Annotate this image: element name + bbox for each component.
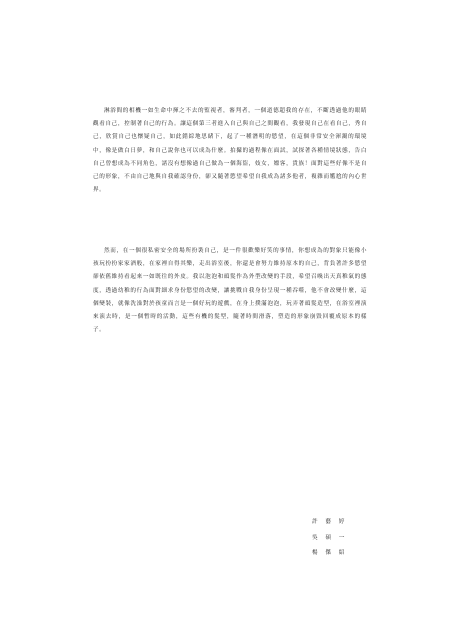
author-signatures [312, 515, 372, 562]
author-name-3: 楊 傑 紹 [312, 550, 348, 557]
author-name-1: 許 藝 婷 [312, 519, 348, 525]
paragraph-1: 淋浴間的相機一如生命中揮之不去的監視者，審判者，一個道德超我的存在，不斷透過他的眼睛觀看自己，控制著自己的行為。讓這個第三者進入自己與自己之間觀看，我發現自己在看自己，秀自己，欣賞自己也懷疑自己，如此錯綜地思緒下，起了一種潛明的慾望，在這個非常安全渾濁的環境中，像是做白日夢，和自己說你也可以成為什麼。拍攝的過程像在面試，試探著各種情境狀態，告白自己曾想成為不同角色，諸沒有想像過自己做為一個海盜，妓女，嫖客，貴族！面對這些好像不是自己的形象，不由自己地與自我確認身份，卻又隨著慾望希望自我成為諸多他者，複雜而尷尬的內心世界。 [93, 108, 367, 194]
paragraph-2: 然而，在一個很私密安全的場所扮裝自己，是一件很歡樂好笑的事情，你想成為的對象只能像小孩玩扮扮家家酒般，在家裡自得其樂，走出浴室後，你還是會努力維持原本的自己，背負著許多慾望卻依舊維持看起來一如既往的外皮。我以泡泡和頭髮作為外型改變的手段，希望召喚出天真稚氣的態度，透過幼稚的行為面對細求身份慾望的改變，讓挑戰自我身份呈現一種吞噬，他不會改變什麼，這個變裝，就像洗澡對於孩童而言是一個好玩的遊戲，在身上撲滿泡泡，玩弄著頭髮造型，在浴室裡演來演去時，是一個暫時的活動，這些有機的髮型，隨著時間滑落，塑造的形象崩毀回覆成原本的樣子。 [93, 248, 367, 334]
author-name-2: 吳 碩 一 [312, 534, 348, 541]
